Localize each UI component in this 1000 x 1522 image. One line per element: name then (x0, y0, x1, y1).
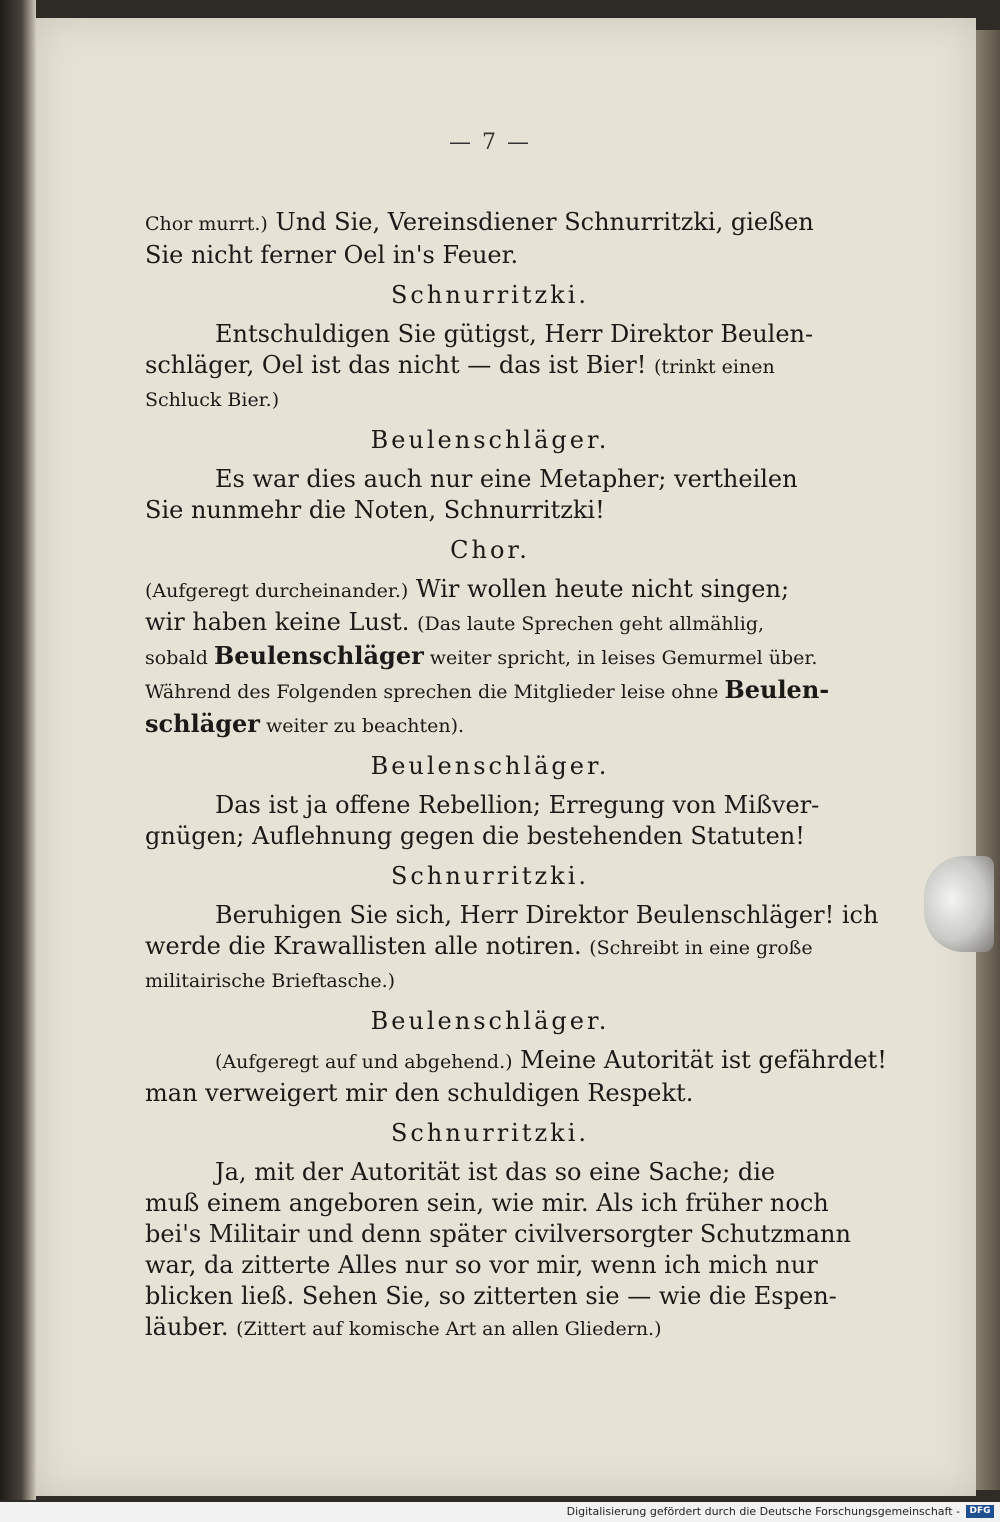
speaker-name: Schnurritzki. (390, 1119, 589, 1147)
text-line (145, 821, 835, 852)
dialogue-text: Ja, mit der Autorität ist das so eine Sache; die (215, 1158, 776, 1186)
dialogue-text: Entschuldigen Sie gütigst, Herr Direktor Beulen- (215, 320, 814, 348)
stage-direction: Chor murrt.) (145, 213, 268, 235)
stage-direction: Während des Folgenden sprechen die Mitglieder leise ohne (145, 681, 725, 703)
emphasized-name: Beulen- (724, 675, 830, 704)
speaker-name: Beulenschläger. (370, 752, 610, 780)
stage-direction: (Das laute Sprechen geht allmählig, (417, 613, 765, 635)
dfg-logo: DFG (966, 1505, 994, 1518)
page-number: — 7 — (449, 130, 531, 155)
emphasized-name: schläger (145, 709, 260, 738)
page-clip (924, 856, 994, 952)
dialogue-text: Das ist ja offene Rebellion; Erregung von Mißver- (215, 791, 820, 819)
dialogue-text: schläger, Oel ist das nicht — das ist Bier! (145, 351, 655, 379)
dialogue-text: war, da zitterte Alles nur so vor mir, wenn ich mich nur (145, 1251, 818, 1279)
text-line (145, 1045, 887, 1078)
stage-direction: Schluck Bier.) (145, 389, 280, 411)
dialogue-text: Und Sie, Vereinsdiener Schnurritzki, gießen (267, 208, 814, 236)
text-line (145, 1219, 851, 1250)
stage-direction: weiter spricht, in leises Gemurmel über. (423, 647, 818, 669)
dialogue-text: Meine Autorität ist gefährdet! (512, 1046, 887, 1074)
dialogue-text: bei's Militair und denn später civilversorgter Schutzmann (145, 1220, 851, 1248)
emphasized-name: Beulenschläger (213, 641, 424, 670)
stage-direction: (Zittert auf komische Art an allen Gliedern.) (236, 1318, 662, 1340)
text-blocks (145, 207, 887, 1345)
dialogue-text: Beruhigen Sie sich, Herr Direktor Beulenschläger! ich (215, 901, 879, 929)
footer-bar (0, 1502, 1000, 1522)
text-line (145, 1157, 835, 1188)
text-line (145, 383, 835, 416)
text-line (145, 1312, 835, 1345)
text-line (145, 319, 835, 350)
text-line (145, 574, 835, 607)
dialogue-text: Sie nunmehr die Noten, Schnurritzki! (145, 496, 605, 524)
speaker-name: Schnurritzki. (390, 862, 589, 890)
text-line (145, 495, 835, 526)
dialogue-text: Sie nicht ferner Oel in's Feuer. (145, 241, 519, 269)
text-line (145, 240, 835, 271)
stage-direction: (trinkt einen (654, 356, 775, 378)
text-line (145, 1188, 835, 1219)
dialogue-text: werde die Krawallisten alle notiren. (145, 932, 590, 960)
text-line (145, 640, 835, 674)
page-text (145, 130, 887, 1345)
text-line (145, 708, 835, 742)
text-line (145, 607, 835, 640)
dialogue-text: läuber. (145, 1313, 237, 1341)
text-line (145, 790, 835, 821)
speaker-name: Beulenschläger. (370, 426, 610, 454)
text-line (145, 464, 835, 495)
text-line (145, 1078, 835, 1109)
book-spine-edge (0, 0, 36, 1500)
text-line (145, 1250, 835, 1281)
stage-direction: (Aufgeregt durcheinander.) (145, 580, 409, 602)
stage-direction: weiter zu beachten). (259, 715, 465, 737)
speaker-name: Beulenschläger. (370, 1007, 610, 1035)
text-line (145, 674, 835, 708)
dialogue-text: Es war dies auch nur eine Metapher; vertheilen (215, 465, 798, 493)
dialogue-text: man verweigert mir den schuldigen Respekt. (145, 1079, 694, 1107)
dialogue-text: Wir wollen heute nicht singen; (408, 575, 790, 603)
dialogue-text: muß einem angeboren sein, wie mir. Als ich früher noch (145, 1189, 829, 1217)
stage-direction: (Schreibt in eine große (589, 937, 813, 959)
page-right-edge (976, 30, 1000, 1490)
text-line (145, 207, 835, 240)
speaker-name: Chor. (450, 536, 530, 564)
speaker-name: Schnurritzki. (390, 281, 589, 309)
stage-direction: (Aufgeregt auf und abgehend.) (215, 1051, 513, 1073)
text-line (145, 931, 835, 964)
footer-credit: Digitalisierung gefördert durch die Deutsche Forschungsgemeinschaft - (566, 1505, 960, 1518)
text-line (145, 900, 879, 931)
stage-direction: sobald (145, 647, 214, 669)
text-line (145, 1281, 835, 1312)
text-line (145, 964, 835, 997)
stage-direction: militairische Brieftasche.) (145, 970, 396, 992)
dialogue-text: blicken ließ. Sehen Sie, so zitterten sie — wie die Espen- (145, 1282, 837, 1310)
dialogue-text: gnügen; Auflehnung gegen die bestehenden Statuten! (145, 822, 805, 850)
text-line (145, 350, 835, 383)
dialogue-text: wir haben keine Lust. (145, 608, 418, 636)
